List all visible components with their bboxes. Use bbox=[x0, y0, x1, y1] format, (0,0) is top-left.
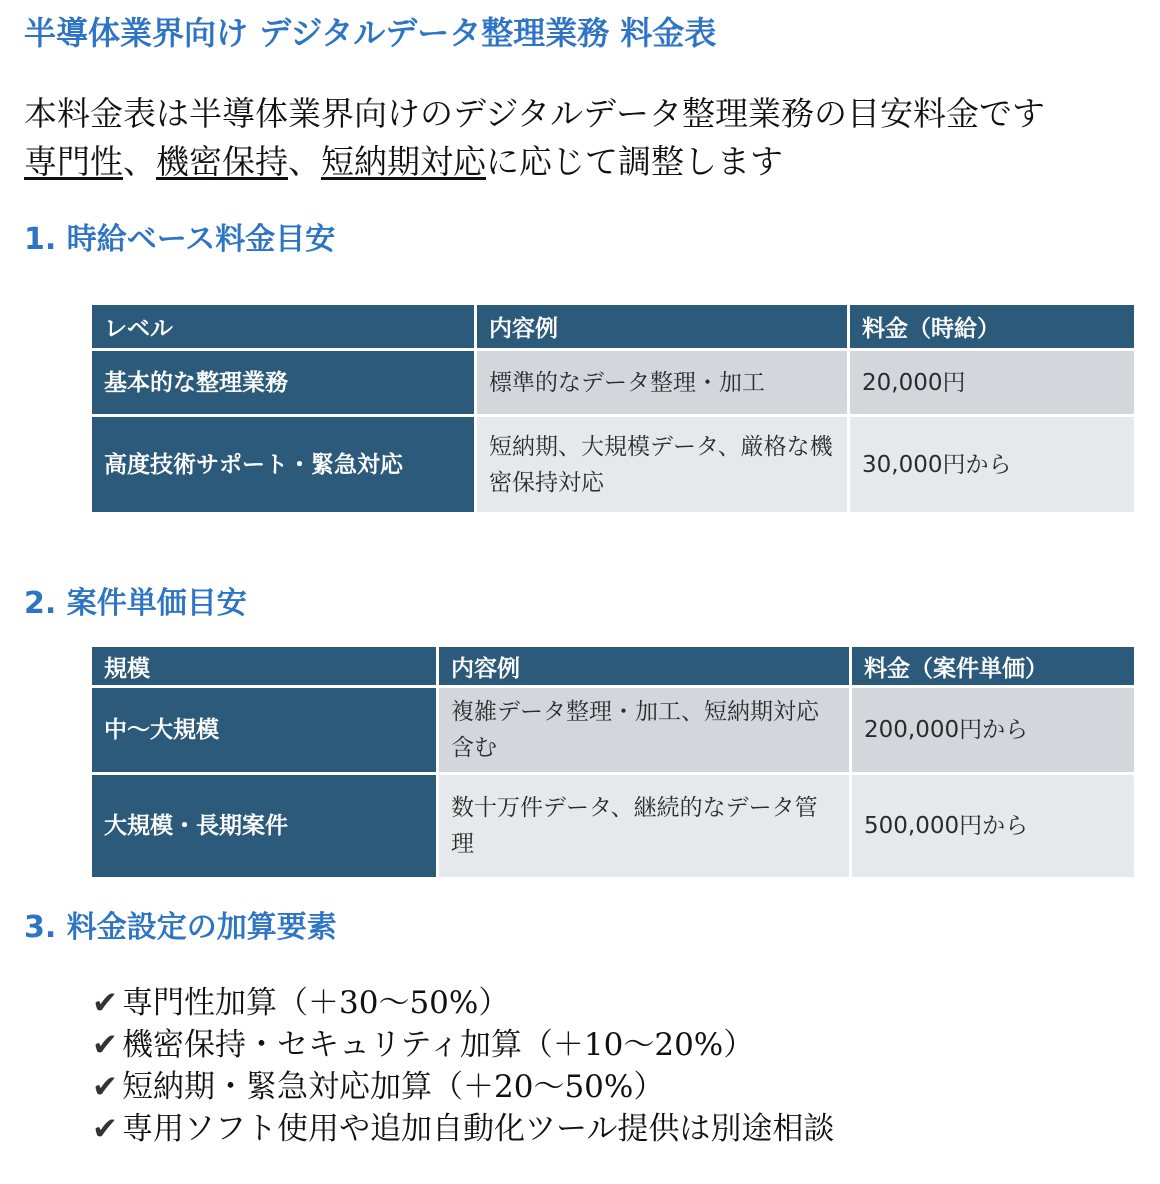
intro-paragraph bbox=[24, 90, 1045, 186]
section-heading-project: 2. 案件単価目安 bbox=[24, 586, 247, 621]
row-level: 大規模・長期案件 bbox=[92, 775, 436, 877]
column-header-scale: 規模 bbox=[92, 647, 436, 685]
checkmark-icon: ✔ bbox=[92, 1069, 118, 1105]
row-content: 標準的なデータ整理・加工 bbox=[477, 351, 847, 414]
surcharge-list bbox=[92, 982, 834, 1150]
row-level: 基本的な整理業務 bbox=[92, 351, 474, 414]
intro-tail: に応じて調整します bbox=[486, 142, 783, 181]
column-header-price: 料金（案件単価） bbox=[852, 647, 1134, 685]
list-item bbox=[92, 1108, 834, 1150]
list-item bbox=[92, 982, 834, 1024]
list-item-text: 専用ソフト使用や追加自動化ツール提供は別途相談 bbox=[122, 1111, 835, 1147]
checkmark-icon: ✔ bbox=[92, 985, 118, 1021]
page-title: 半導体業界向け デジタルデータ整理業務 料金表 bbox=[24, 14, 717, 52]
row-price: 30,000円から bbox=[850, 417, 1134, 512]
row-content: 数十万件データ、継続的なデータ管理 bbox=[439, 775, 849, 877]
list-item-text: 短納期・緊急対応加算（＋20〜50%） bbox=[122, 1069, 665, 1105]
column-header-level: レベル bbox=[92, 305, 474, 348]
section-heading-hourly: 1. 時給ベース料金目安 bbox=[24, 222, 336, 257]
table-row bbox=[92, 688, 1134, 772]
table-row bbox=[92, 417, 1134, 512]
project-rate-table bbox=[89, 644, 1137, 880]
column-header-content: 内容例 bbox=[439, 647, 849, 685]
row-content: 複雑データ整理・加工、短納期対応含む bbox=[439, 688, 849, 772]
table-row bbox=[92, 775, 1134, 877]
row-content: 短納期、大規模データ、厳格な機密保持対応 bbox=[477, 417, 847, 512]
table-row bbox=[92, 351, 1134, 414]
factor-short-delivery: 短納期対応 bbox=[321, 142, 486, 181]
list-item-text: 専門性加算（＋30〜50%） bbox=[122, 985, 510, 1021]
list-item bbox=[92, 1066, 834, 1108]
column-header-content: 内容例 bbox=[477, 305, 847, 348]
separator: 、 bbox=[123, 142, 156, 181]
row-price: 200,000円から bbox=[852, 688, 1134, 772]
table-header-row bbox=[92, 647, 1134, 685]
column-header-price: 料金（時給） bbox=[850, 305, 1134, 348]
checkmark-icon: ✔ bbox=[92, 1111, 118, 1147]
list-item-text: 機密保持・セキュリティ加算（＋10〜20%） bbox=[122, 1027, 755, 1063]
factor-expertise: 専門性 bbox=[24, 142, 123, 181]
checkmark-icon: ✔ bbox=[92, 1027, 118, 1063]
table-header-row bbox=[92, 305, 1134, 348]
factor-confidentiality: 機密保持 bbox=[156, 142, 288, 181]
intro-line-1: 本料金表は半導体業界向けのデジタルデータ整理業務の目安料金です bbox=[24, 94, 1046, 133]
list-item bbox=[92, 1024, 834, 1066]
hourly-rate-table bbox=[89, 302, 1137, 515]
separator: 、 bbox=[288, 142, 321, 181]
row-price: 20,000円 bbox=[850, 351, 1134, 414]
intro-line-2 bbox=[24, 138, 1045, 186]
row-level: 中〜大規模 bbox=[92, 688, 436, 772]
row-price: 500,000円から bbox=[852, 775, 1134, 877]
row-level: 高度技術サポート・緊急対応 bbox=[92, 417, 474, 512]
section-heading-surcharges: 3. 料金設定の加算要素 bbox=[24, 910, 337, 945]
